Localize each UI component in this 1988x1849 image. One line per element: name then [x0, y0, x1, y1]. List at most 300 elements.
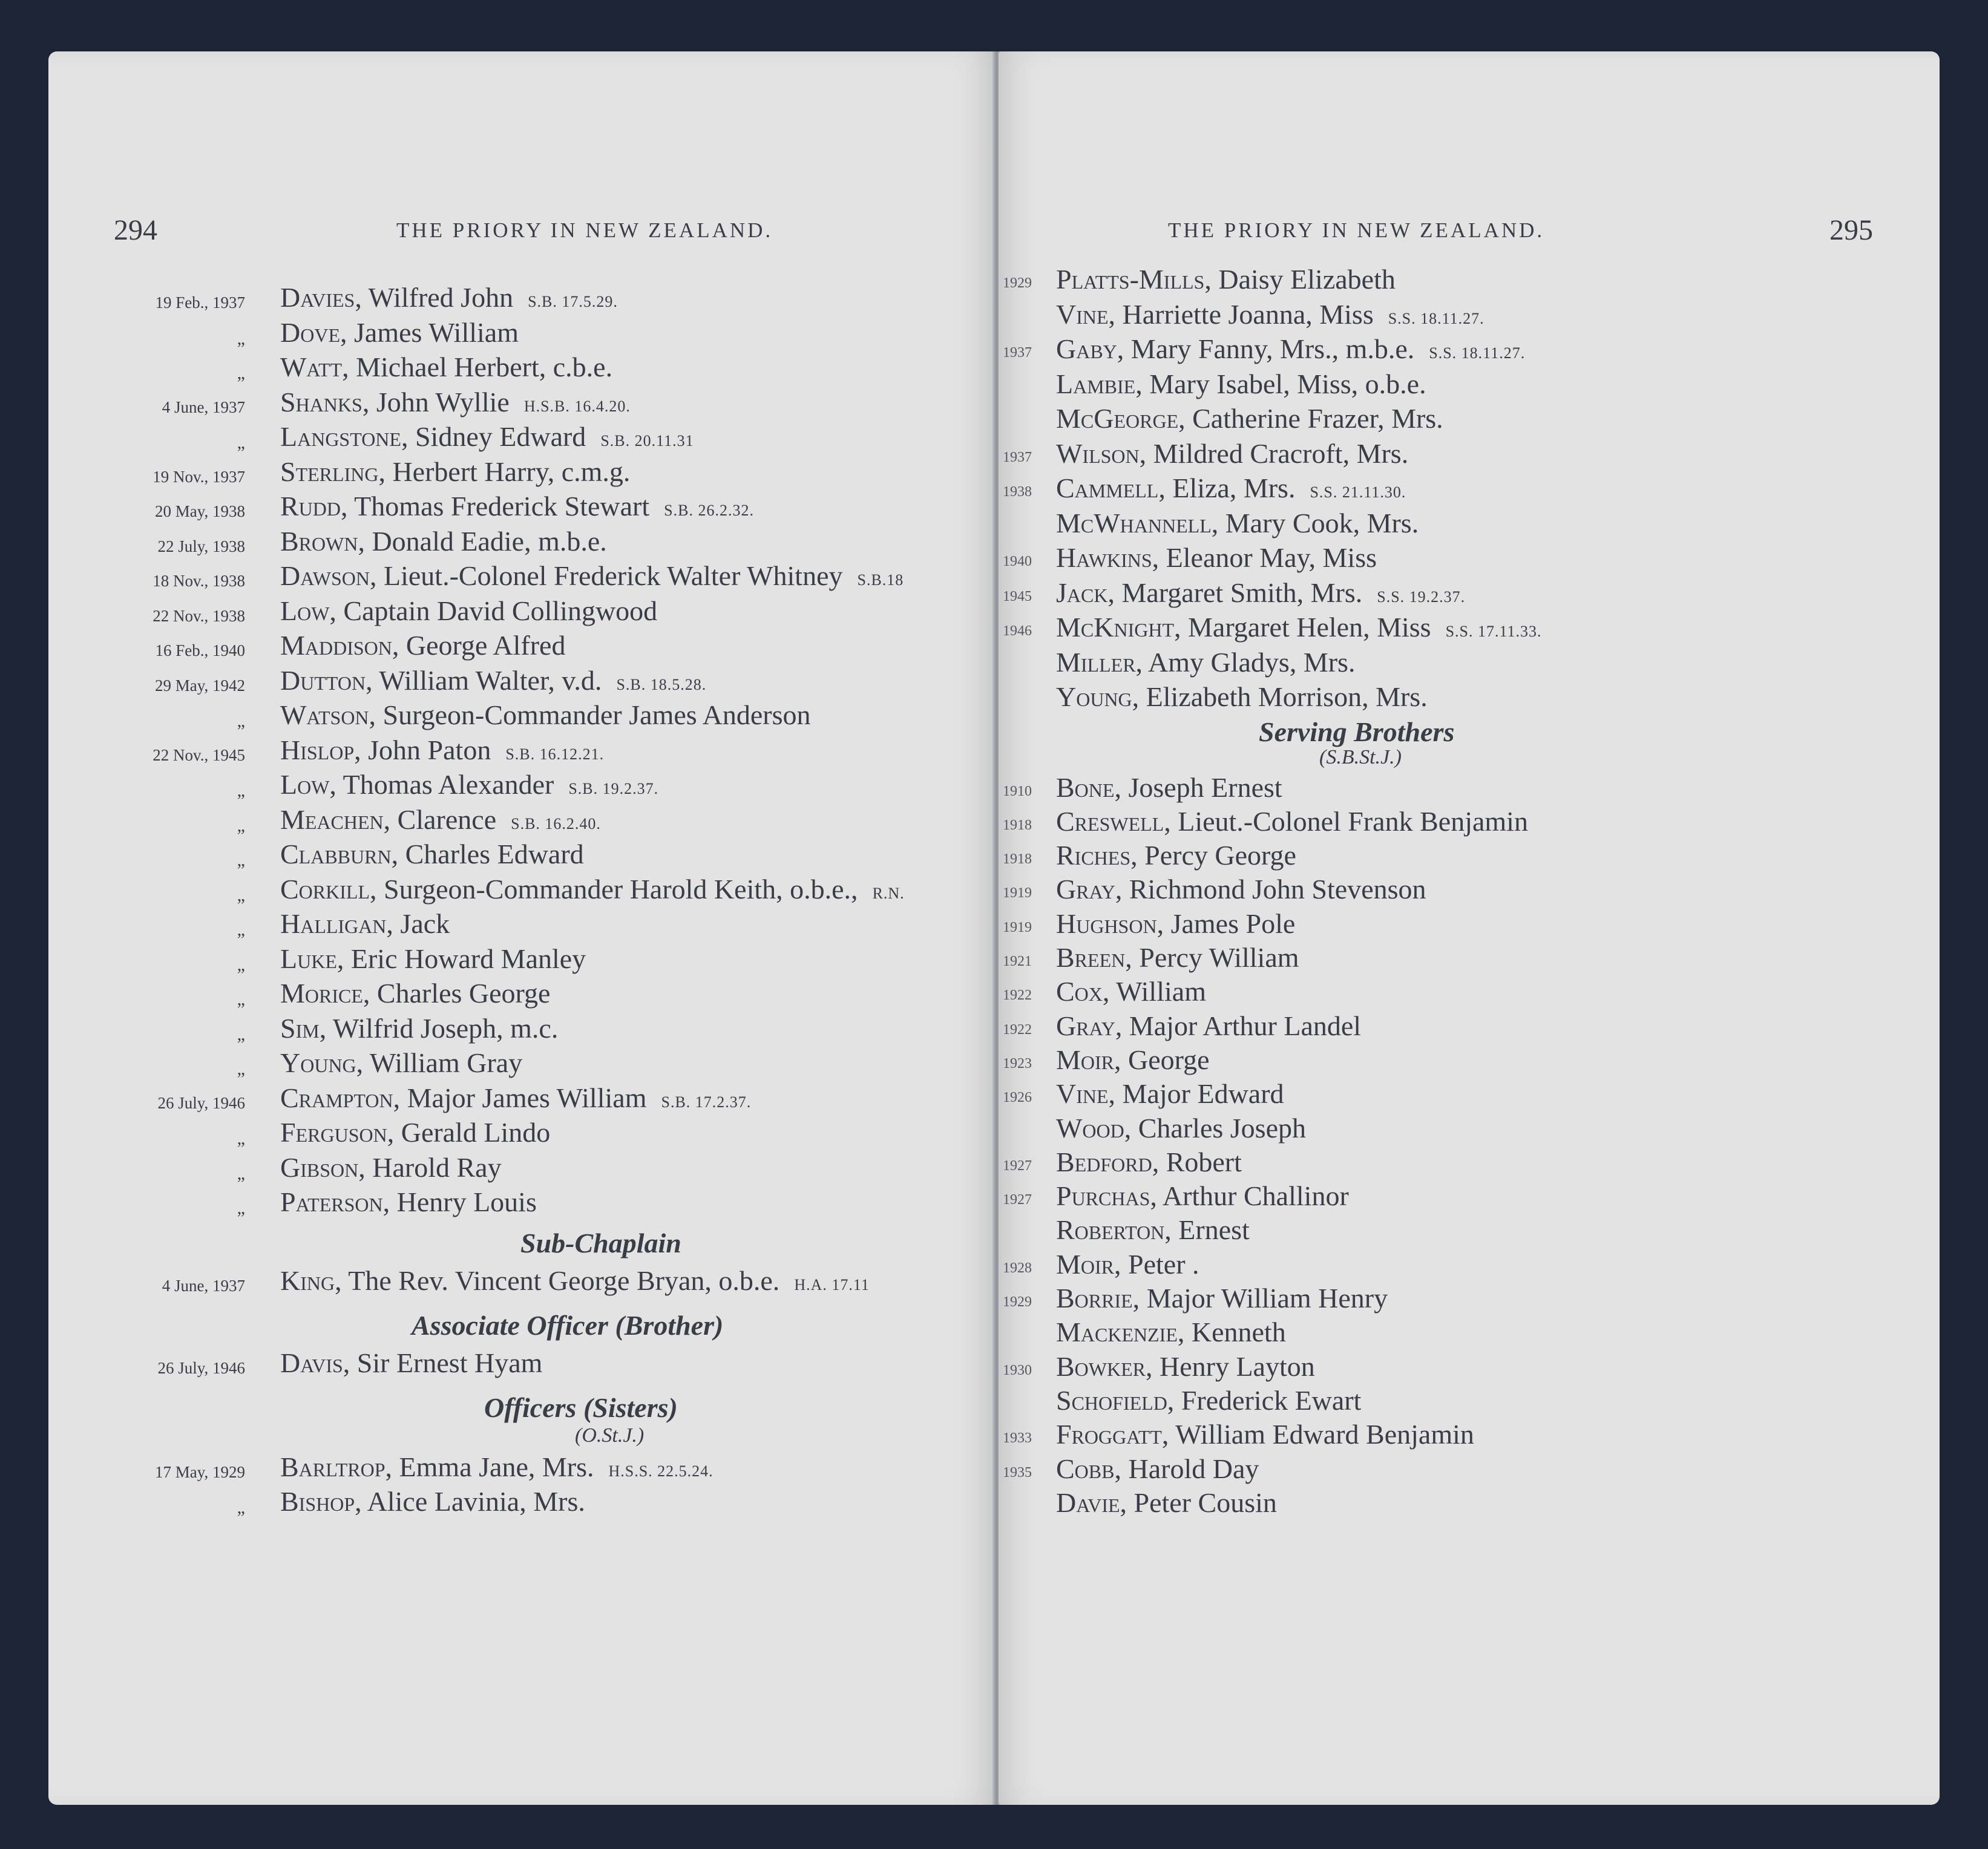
entry-given-names: Wilfrid Joseph, m.c.	[326, 1013, 559, 1044]
entry-given-names: Major William Henry	[1140, 1283, 1388, 1314]
section-heading-officers-sisters: Officers (Sisters)	[484, 1392, 678, 1423]
entry-surname: Davie,	[1056, 1487, 1127, 1518]
entry-given-names: Peter Cousin	[1127, 1487, 1277, 1518]
entry-row	[999, 873, 1940, 908]
entry-row	[999, 839, 1940, 874]
entry-surname: McWhannell,	[1056, 508, 1219, 538]
entry-surname: Halligan,	[280, 908, 393, 939]
entry-row	[48, 316, 996, 352]
entry-name	[1056, 1418, 1474, 1450]
entry-date: „	[237, 1163, 245, 1183]
entry-given-names: Catherine Frazer, Mrs.	[1185, 403, 1443, 434]
entry-date: 1922	[1003, 1022, 1032, 1038]
entry-given-names: William Edward Benjamin	[1169, 1419, 1474, 1450]
entry-name	[280, 873, 905, 905]
entry-given-names: William	[1109, 976, 1206, 1007]
entry-row	[48, 1116, 996, 1151]
entry-row	[999, 298, 1940, 333]
entry-given-names: Mary Fanny, Mrs., m.b.e.	[1124, 333, 1415, 364]
entry-given-names: Major Edward	[1115, 1078, 1284, 1109]
entry-row	[48, 281, 996, 316]
entry-name	[280, 351, 612, 383]
entry-date: 17 May, 1929	[155, 1463, 245, 1481]
entry-surname: Froggatt,	[1056, 1419, 1169, 1450]
entry-given-names: Ernest	[1171, 1214, 1250, 1245]
entry-surname: Vine,	[1056, 299, 1116, 330]
entry-name	[1056, 805, 1528, 837]
entry-row	[999, 611, 1940, 646]
entry-date: 1938	[1003, 484, 1032, 500]
entry-surname: Crampton,	[280, 1082, 401, 1113]
entry-given-names: Donald Eadie, m.b.e.	[364, 526, 607, 557]
section-heading-associate-officer: Associate Officer (Brother)	[412, 1310, 724, 1341]
entry-given-names: Surgeon-Commander James Anderson	[376, 699, 811, 730]
left-page	[48, 51, 996, 1805]
entry-name	[280, 908, 450, 940]
entry-date: 1927	[1003, 1158, 1032, 1174]
entry-surname: Hawkins,	[1056, 542, 1160, 573]
entry-surname: Miller,	[1056, 647, 1143, 678]
entry-row	[999, 577, 1940, 612]
entry-surname: Davis,	[280, 1347, 350, 1378]
entry-name	[1056, 941, 1299, 974]
entry-given-names: Joseph Ernest	[1121, 772, 1282, 803]
entry-row	[48, 1186, 996, 1221]
entry-name	[1056, 771, 1282, 803]
entry-date: 1928	[1003, 1260, 1032, 1276]
entry-given-names: Lieut.-Colonel Frank Benjamin	[1170, 806, 1528, 837]
entry-surname: Paterson,	[280, 1186, 390, 1217]
entry-given-names: Frederick Ewart	[1174, 1385, 1362, 1416]
entry-surname: Mackenzie,	[1056, 1317, 1185, 1347]
entry-date: 1922	[1003, 987, 1032, 1003]
entry-surname: Low,	[280, 769, 336, 800]
entry-note: R.N.	[872, 885, 905, 902]
entry-note: S.B. 19.2.37.	[568, 780, 659, 797]
entry-surname: Watson,	[280, 699, 376, 730]
entry-row	[999, 1214, 1940, 1249]
entry-surname: Morice,	[280, 978, 370, 1009]
entry-name	[280, 525, 607, 557]
entry-given-names: Sir Ernest Hyam	[350, 1347, 543, 1378]
entry-row	[48, 629, 996, 664]
entry-row	[999, 975, 1940, 1010]
entry-name	[1056, 839, 1296, 871]
entry-date: „	[237, 850, 245, 870]
entry-row	[999, 1453, 1940, 1488]
entry-name	[280, 386, 631, 418]
entry-date: 16 Feb., 1940	[155, 641, 245, 659]
entry-surname: Low,	[280, 595, 336, 626]
entry-row	[48, 1265, 996, 1300]
entry-given-names: William Gray	[363, 1047, 523, 1078]
entry-row	[48, 1485, 996, 1520]
entry-note: S.B. 26.2.32.	[664, 502, 754, 519]
entry-date: 20 May, 1938	[155, 502, 245, 520]
entry-date: 22 Nov., 1938	[153, 607, 245, 625]
entry-name	[280, 734, 604, 766]
entry-name	[280, 629, 565, 661]
entry-surname: Ferguson,	[280, 1117, 395, 1148]
entry-name	[280, 316, 519, 349]
entry-name	[1056, 1248, 1199, 1280]
entry-surname: Jack,	[1056, 577, 1115, 608]
entry-date: „	[237, 920, 245, 940]
entry-note: H.S.S. 22.5.24.	[608, 1462, 714, 1480]
entry-date: 29 May, 1942	[155, 676, 245, 695]
entry-surname: Luke,	[280, 943, 344, 974]
entry-given-names: The Rev. Vincent George Bryan, o.b.e.	[341, 1265, 780, 1296]
entry-surname: Purchas,	[1056, 1180, 1157, 1211]
entry-note: S.B. 16.2.40.	[511, 815, 601, 833]
entry-given-names: Daisy Elizabeth	[1211, 264, 1396, 295]
entry-given-names: Eric Howard Manley	[344, 943, 586, 974]
entry-row	[999, 437, 1940, 473]
entry-name	[280, 1186, 537, 1218]
right-page-header	[999, 214, 1940, 256]
entry-given-names: Henry Louis	[390, 1186, 537, 1217]
entry-note: H.S.B. 16.4.20.	[523, 398, 631, 415]
entry-surname: Riches,	[1056, 840, 1138, 871]
entry-name	[280, 699, 810, 731]
entry-date: 1918	[1003, 817, 1032, 833]
entry-surname: Cobb,	[1056, 1453, 1121, 1484]
entry-name	[1056, 975, 1206, 1007]
entry-row	[999, 1010, 1940, 1045]
entry-row	[999, 1282, 1940, 1317]
entry-row	[48, 943, 996, 978]
entry-date: „	[237, 781, 245, 800]
section-heading-sub-chaplain: Sub-Chaplain	[520, 1228, 681, 1258]
entry-name	[1056, 646, 1355, 678]
entry-date: 1919	[1003, 920, 1032, 935]
entry-given-names: Major Arthur Landel	[1122, 1010, 1362, 1041]
entry-note: S.S. 19.2.37.	[1377, 588, 1466, 606]
entry-date: „	[237, 1024, 245, 1044]
entry-surname: Corkill,	[280, 874, 377, 905]
entry-surname: Moir,	[1056, 1044, 1121, 1075]
entry-name	[280, 768, 658, 800]
entry-row	[999, 1316, 1940, 1351]
entry-date: 1910	[1003, 784, 1032, 799]
entry-given-names: Surgeon-Commander Harold Keith, o.b.e.,	[376, 874, 858, 905]
entry-row	[999, 1384, 1940, 1419]
entry-date: „	[237, 989, 245, 1009]
entry-given-names: Mary Cook, Mrs.	[1218, 508, 1419, 538]
entry-row	[48, 560, 996, 595]
right-page	[999, 51, 1940, 1805]
entry-name	[1056, 1384, 1361, 1416]
entry-note: S.S. 21.11.30.	[1310, 483, 1406, 501]
entry-row	[999, 1248, 1940, 1283]
entry-name	[280, 1082, 751, 1114]
entry-date: 1929	[1003, 275, 1032, 291]
entry-date: 1919	[1003, 885, 1032, 901]
entry-row	[48, 768, 996, 803]
entry-note: H.A. 17.11	[794, 1276, 870, 1294]
entry-row	[48, 595, 996, 630]
entry-note: S.B. 17.5.29.	[528, 293, 618, 310]
entry-given-names: Percy William	[1132, 942, 1299, 973]
entry-date: 1923	[1003, 1056, 1032, 1072]
entry-name	[280, 1151, 502, 1183]
entry-row	[48, 421, 996, 456]
entry-surname: Moir,	[1056, 1249, 1121, 1280]
entry-name	[280, 1265, 870, 1297]
entry-name	[1056, 402, 1443, 434]
entry-name	[1056, 611, 1542, 643]
entry-surname: Borrie,	[1056, 1283, 1140, 1314]
entry-surname: Schofield,	[1056, 1385, 1175, 1416]
entry-given-names: Henry Layton	[1152, 1351, 1315, 1382]
entry-name	[1056, 908, 1295, 940]
entry-given-names: Lieut.-Colonel Frederick Walter Whitney	[376, 560, 843, 591]
entry-date: 4 June, 1937	[162, 1277, 245, 1295]
entry-given-names: William Walter, v.d.	[372, 665, 602, 696]
section-subheading-sbstj: (S.B.St.J.)	[1319, 746, 1402, 768]
entry-given-names: Herbert Harry, c.m.g.	[385, 456, 631, 487]
entry-row	[48, 386, 996, 421]
entry-row	[999, 402, 1940, 437]
entry-given-names: Michael Herbert, c.b.e.	[349, 352, 613, 382]
entry-surname: Meachen,	[280, 804, 391, 835]
entry-surname: Platts-Mills,	[1056, 264, 1212, 295]
entry-name	[280, 1485, 585, 1517]
entry-surname: Maddison,	[280, 630, 399, 661]
entry-surname: Shanks,	[280, 387, 370, 417]
entry-surname: Breen,	[1056, 942, 1132, 973]
entry-name	[1056, 577, 1465, 609]
entry-name	[280, 664, 706, 696]
entry-row	[999, 1418, 1940, 1453]
entry-row	[999, 1180, 1940, 1215]
entry-row	[999, 507, 1940, 542]
entry-given-names: Jack	[393, 908, 450, 939]
entry-date: 1945	[1003, 589, 1032, 604]
entry-name	[280, 943, 586, 975]
entry-surname: Gray,	[1056, 874, 1123, 905]
entry-surname: Creswell,	[1056, 806, 1171, 837]
entry-surname: Dutton,	[280, 665, 373, 696]
entry-note: S.B. 17.2.37.	[661, 1093, 752, 1111]
entry-name	[280, 595, 657, 627]
entry-name	[1056, 1146, 1242, 1178]
entry-surname: Young,	[1056, 681, 1140, 712]
entry-surname: Wood,	[1056, 1113, 1132, 1144]
entry-date: 1926	[1003, 1090, 1032, 1105]
entry-given-names: Clarence	[390, 804, 497, 835]
entry-date: 26 July, 1946	[157, 1359, 245, 1377]
entry-name	[1056, 1180, 1349, 1212]
entry-row	[48, 1451, 996, 1486]
entry-surname: Bowker,	[1056, 1351, 1153, 1382]
entry-row	[999, 263, 1940, 298]
entry-date: 22 July, 1938	[157, 537, 245, 555]
entry-surname: Cox,	[1056, 976, 1110, 1007]
entry-name	[280, 803, 601, 836]
entry-date: 1946	[1003, 623, 1032, 639]
entry-surname: Gray,	[1056, 1010, 1123, 1041]
entry-row	[48, 1082, 996, 1117]
entry-date: „	[237, 816, 245, 836]
entry-row	[48, 699, 996, 734]
entry-row	[48, 1347, 996, 1382]
entry-note: S.B. 16.12.21.	[505, 745, 605, 763]
entry-row	[999, 771, 1940, 807]
entry-given-names: James William	[347, 317, 519, 348]
entry-given-names: Margaret Helen, Miss	[1181, 612, 1431, 643]
entry-name	[1056, 472, 1406, 504]
entry-given-names: Wilfred John	[361, 282, 514, 313]
section-subheading-ostj: (O.St.J.)	[575, 1424, 645, 1447]
entry-given-names: Charles Edward	[398, 839, 584, 869]
entry-row	[48, 734, 996, 769]
entry-given-names: James Pole	[1164, 908, 1296, 939]
entry-surname: Gibson,	[280, 1152, 366, 1183]
entry-row	[999, 368, 1940, 403]
entry-name	[1056, 1487, 1277, 1519]
entry-given-names: Robert	[1159, 1147, 1242, 1177]
entry-given-names: Emma Jane, Mrs.	[392, 1451, 594, 1482]
entry-name	[1056, 437, 1408, 470]
entry-given-names: Thomas Frederick Stewart	[347, 491, 650, 522]
entry-row	[48, 456, 996, 491]
entry-row	[48, 664, 996, 699]
entry-row	[48, 803, 996, 839]
entry-date: „	[237, 711, 245, 731]
entry-given-names: George Alfred	[399, 630, 566, 661]
entry-date: 1918	[1003, 851, 1032, 867]
entry-name	[1056, 1350, 1315, 1383]
entry-note: S.B. 20.11.31	[600, 432, 694, 450]
entry-surname: Barltrop,	[280, 1451, 393, 1482]
entry-row	[48, 525, 996, 560]
entry-name	[280, 1347, 542, 1379]
entry-surname: Brown,	[280, 526, 365, 557]
entry-row	[999, 646, 1940, 681]
entry-surname: Roberton,	[1056, 1214, 1172, 1245]
entry-given-names: Charles Joseph	[1131, 1113, 1306, 1144]
entry-given-names: Alice Lavinia, Mrs.	[361, 1486, 585, 1517]
entry-given-names: Harold Ray	[365, 1152, 502, 1183]
entry-name	[280, 1047, 522, 1079]
entry-name	[1056, 507, 1419, 539]
entry-name	[280, 421, 694, 453]
entry-name	[1056, 1010, 1361, 1042]
entry-date: 22 Nov., 1945	[153, 746, 245, 764]
entry-name	[1056, 542, 1377, 574]
entry-row	[48, 873, 996, 908]
entry-row	[999, 1146, 1940, 1181]
page-number: 295	[1829, 214, 1873, 246]
entry-row	[48, 1151, 996, 1186]
entry-given-names: Elizabeth Morrison, Mrs.	[1139, 681, 1428, 712]
entry-row	[999, 1350, 1940, 1386]
entry-surname: Watt,	[280, 352, 349, 382]
entry-row	[999, 542, 1940, 577]
entry-name	[280, 977, 550, 1009]
entry-surname: McKnight,	[1056, 612, 1181, 643]
entry-date: 1933	[1003, 1430, 1032, 1446]
entry-name	[280, 281, 618, 313]
entry-given-names: Gerald Lindo	[394, 1117, 551, 1148]
entry-date: 1929	[1003, 1294, 1032, 1310]
entry-given-names: Mildred Cracroft, Mrs.	[1146, 438, 1409, 469]
entry-row	[999, 681, 1940, 716]
entry-surname: Hislop,	[280, 735, 361, 765]
entry-date: „	[237, 363, 245, 383]
entry-date: 1940	[1003, 554, 1032, 569]
entry-date: 1935	[1003, 1465, 1032, 1481]
entry-date: „	[237, 1059, 245, 1079]
entry-given-names: Charles George	[370, 978, 551, 1009]
entry-surname: Clabburn,	[280, 839, 399, 869]
entry-surname: Rudd,	[280, 491, 348, 522]
entry-name	[1056, 1316, 1286, 1348]
entry-surname: Young,	[280, 1047, 364, 1078]
entry-row	[48, 490, 996, 525]
entry-name	[1056, 368, 1426, 400]
entry-surname: Bedford,	[1056, 1147, 1160, 1177]
entry-date: 1937	[1003, 345, 1032, 361]
entry-note: S.B.18	[857, 571, 904, 589]
entry-given-names: Percy George	[1137, 840, 1296, 871]
entry-date: „	[237, 885, 245, 905]
entry-given-names: Kenneth	[1184, 1317, 1286, 1347]
entry-date: „	[237, 1198, 245, 1218]
entry-surname: Sterling,	[280, 456, 385, 487]
entry-note: S.S. 18.11.27.	[1388, 310, 1484, 327]
entry-name	[280, 560, 904, 592]
entry-note: S.S. 17.11.33.	[1445, 623, 1542, 640]
entry-name	[1056, 298, 1484, 330]
entry-name	[280, 490, 754, 522]
entry-name	[280, 1116, 550, 1148]
entry-given-names: Mary Isabel, Miss, o.b.e.	[1142, 368, 1426, 399]
entry-surname: Davies,	[280, 282, 362, 313]
entry-surname: Vine,	[1056, 1078, 1116, 1109]
entry-row	[999, 1112, 1940, 1147]
entry-name	[1056, 681, 1428, 713]
entry-row	[48, 908, 996, 943]
entry-surname: Bone,	[1056, 772, 1121, 803]
entry-date: 1930	[1003, 1363, 1032, 1378]
entry-given-names: Harriette Joanna, Miss	[1115, 299, 1374, 330]
entry-name	[280, 1012, 558, 1044]
entry-row	[999, 333, 1940, 368]
entry-row	[999, 805, 1940, 840]
entry-name	[1056, 1112, 1306, 1144]
entry-surname: Sim,	[280, 1013, 327, 1044]
entry-given-names: Richmond John Stevenson	[1122, 874, 1426, 905]
entry-given-names: Eliza, Mrs.	[1165, 473, 1296, 503]
entry-given-names: Captain David Collingwood	[336, 595, 658, 626]
entry-note: S.S. 18.11.27.	[1429, 344, 1526, 362]
entry-name	[1056, 1214, 1250, 1246]
entry-surname: Bishop,	[280, 1486, 362, 1517]
entry-name	[1056, 873, 1426, 905]
entry-date: 1937	[1003, 450, 1032, 465]
entry-surname: Lambie,	[1056, 368, 1143, 399]
entry-given-names: John Paton	[361, 735, 491, 765]
entry-given-names: Sidney Edward	[408, 421, 586, 452]
entry-date: 1927	[1003, 1192, 1032, 1208]
entry-given-names: Major James William	[400, 1082, 647, 1113]
entry-name	[280, 838, 584, 870]
entry-note: S.B. 18.5.28.	[616, 676, 707, 693]
entry-name	[280, 456, 630, 488]
entry-row	[999, 1078, 1940, 1113]
